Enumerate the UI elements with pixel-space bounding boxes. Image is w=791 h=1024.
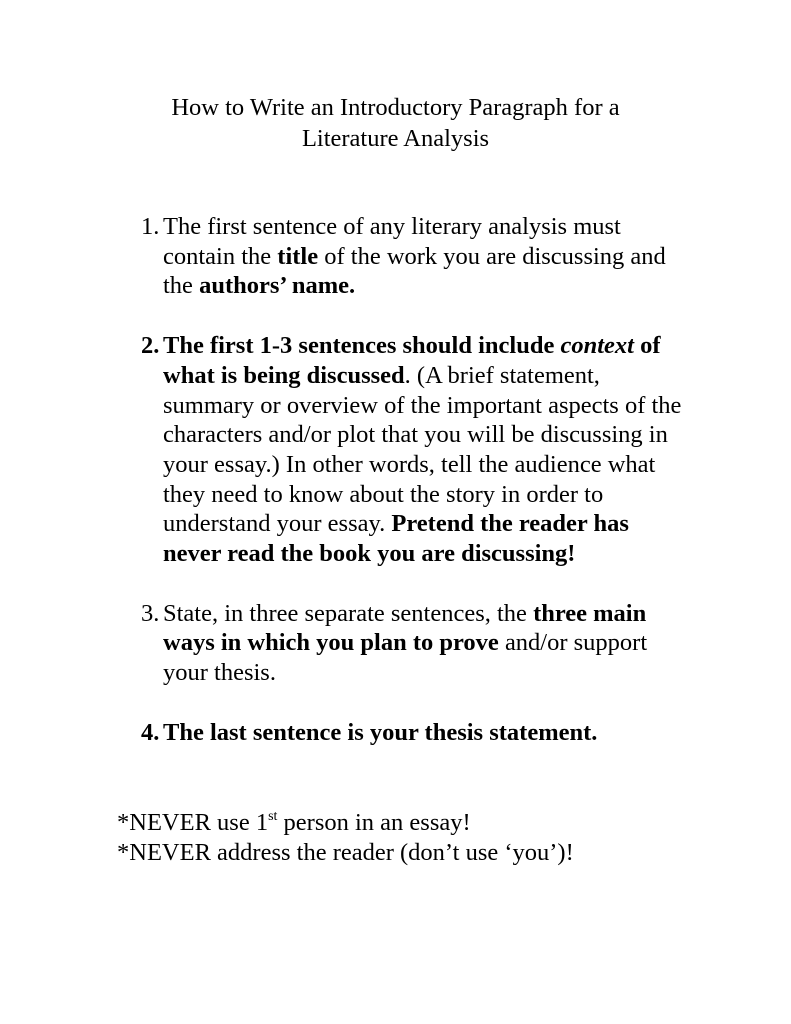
item-text: State, in three separate sentences, the (163, 599, 534, 627)
list-item-number: 2. (141, 332, 160, 360)
list-item-number: 3. (141, 599, 160, 627)
item-bold-text: of what is being discussed (163, 332, 661, 389)
item-bold-text: The last sentence is your thesis statement. (163, 718, 598, 746)
note-line-2: *NEVER address the reader (don’t use ‘you’)! (117, 839, 574, 866)
item-bold-text: Pretend the reader has never read the book you are discussing! (163, 510, 629, 568)
document-title (0, 92, 791, 154)
list-item-1 (0, 212, 683, 301)
list-item-number: 4. (141, 718, 160, 746)
item-text: The first sentence of any literary analysis must contain the (163, 213, 621, 270)
warning-notes (117, 808, 574, 868)
note-line-1 (117, 808, 574, 838)
item-bold-text: title (277, 242, 319, 270)
item-text: and/or support your thesis. (163, 629, 648, 687)
list-item-3 (0, 599, 683, 688)
item-text: . (A brief statement, summary or overview of the important aspects of the characters and/or plot that you will be discussing in your essay.) In other words, tell the audience what they need to know about the story in order to understand your essay. (163, 361, 682, 538)
item-bold-italic-text: context (560, 332, 634, 360)
item-bold-text: three main ways in which you plan to prove (163, 599, 647, 657)
list-item-number: 1. (141, 213, 160, 240)
item-bold-text: authors’ name. (199, 272, 356, 300)
title-line-2: Literature Analysis (301, 125, 490, 152)
note-superscript: st (268, 809, 278, 824)
list-item-4 (0, 718, 683, 748)
item-text: of the work you are discussing and the (163, 242, 666, 300)
item-bold-text: The first 1-3 sentences should include (163, 332, 561, 360)
note-text: person in an essay! (277, 809, 471, 836)
instruction-list (0, 212, 791, 748)
title-line-1: How to Write an Introductory Paragraph for a (171, 94, 620, 121)
note-text: *NEVER use 1 (117, 809, 269, 836)
list-item-2 (0, 331, 683, 569)
